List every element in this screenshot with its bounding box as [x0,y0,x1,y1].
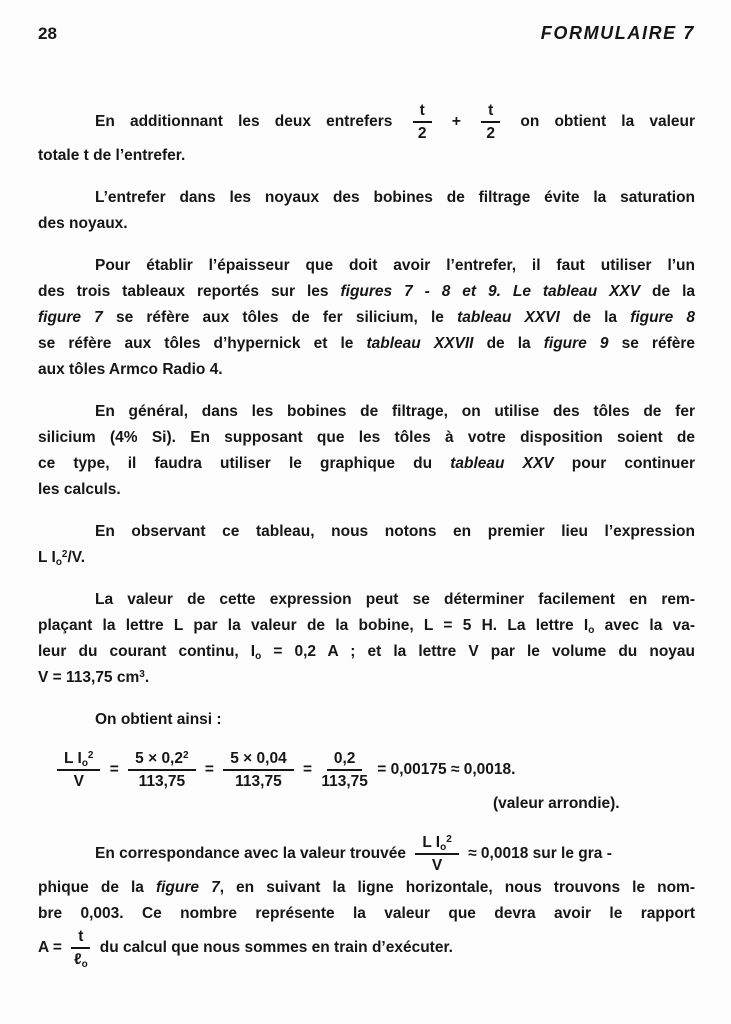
fraction [415,833,458,875]
text-run: Pour établir l’épaisseur que doit avoir l’entrefer, il faut utiliser l’un [95,257,695,274]
text-run: = [298,761,317,779]
text-run: = 0,00175 ≈ 0,0018. [372,761,516,779]
text-run: ℓ [74,951,82,968]
text-run: se réfère aux tôles d’hypernick et le [38,335,367,352]
text-run: + [436,113,477,131]
header-title: FORMULAIRE 7 [540,23,695,43]
paragraph [38,185,695,237]
fraction-denominator [139,771,186,791]
text-line [38,587,695,613]
text-line [38,833,695,875]
text-run: phique de la [38,879,156,896]
text-line [38,425,695,451]
subscript-text: o [588,625,595,636]
italic-text: tableau XXVI [457,309,560,326]
paragraph [38,253,695,383]
formula-note: (valeur arrondie). [493,795,620,812]
paragraph [38,519,695,571]
text-run: La valeur de cette expression peut se déterminer facilement en rem- [95,591,695,608]
subscript-text: o [81,758,88,769]
subscript-text: o [440,842,447,853]
text-run: En général, dans les bobines de filtrage, on utilise des tôles de fer [95,403,695,420]
page-number: 28 [38,24,57,43]
text-run: des noyaux. [38,215,128,232]
text-line [38,901,695,927]
fraction-denominator [486,123,495,143]
text-run: leur du courant continu, I [38,643,256,660]
text-run: /V. [67,549,86,566]
text-line [38,357,695,383]
text-run: bre 0,003. Ce nombre représente la valeur que devra avoir le rapport [38,905,695,922]
fraction-denominator [432,855,442,875]
page-content [38,101,695,969]
subscript-text: o [81,959,88,970]
text-line [38,613,695,639]
fraction-numerator [327,749,363,771]
fraction-numerator [413,101,432,123]
paragraph [38,399,695,503]
text-run: les calculs. [38,481,121,498]
text-run: = [200,761,219,779]
text-run: totale t de l’entrefer. [38,147,186,164]
fraction-denominator [74,771,84,791]
text-run: L I [38,549,56,566]
fraction [481,101,500,143]
paragraph [38,833,695,969]
text-run: t [419,102,425,119]
fraction [413,101,432,143]
text-run: de la [473,335,544,352]
fraction-numerator [128,749,195,771]
superscript-text: 3 [139,669,145,680]
text-run: de la [559,309,631,326]
fraction [57,749,100,791]
text-run: V [73,773,84,790]
text-line [38,477,695,503]
text-run: En correspondance avec la valeur trouvée [95,845,411,863]
text-run: On obtient ainsi : [95,711,222,728]
superscript-text: 2 [183,750,189,761]
text-line [38,639,695,665]
text-run: avec la va- [594,617,695,634]
fraction [321,749,368,791]
text-line [38,875,695,901]
fraction-numerator [223,749,293,771]
text-run: 0,2 [333,750,356,767]
text-run: L I [422,834,441,851]
subscript-text: o [255,651,262,662]
italic-text: figures 7 - 8 et 9. Le tableau XXV [340,283,641,300]
text-run: = [105,761,124,779]
paragraph [38,707,695,733]
text-run: pour continuer [553,455,695,472]
fraction-numerator [71,927,90,949]
text-line [38,545,695,571]
text-run: t [78,928,84,945]
formula-line [52,749,695,791]
text-line [38,927,695,969]
text-run: silicium (4% Si). En supposant que les tôles à votre disposition soient de [38,429,695,446]
text-run: 2 [417,125,427,142]
text-run: 113,75 [138,773,186,790]
text-line [38,279,695,305]
text-run: aux tôles Armco Radio 4. [38,361,223,378]
text-line [38,665,695,691]
text-run: plaçant la lettre L par la valeur de la bobine, L = 5 H. La lettre I [38,617,589,634]
text-run: V [431,857,443,874]
text-line [38,519,695,545]
superscript-text: 2 [87,750,94,761]
text-run: 5 × 0,04 [230,750,287,767]
text-run: 5 × 0,2 [135,750,183,767]
text-run: ce type, il faudra utiliser le graphique du [38,455,451,472]
text-run: L’entrefer dans les noyaux des bobines de filtrage évite la saturation [95,189,695,206]
text-run: V = 113,75 cm [38,669,140,686]
text-line [38,185,695,211]
text-run: 113,75 [235,773,282,790]
text-run: de la [640,283,695,300]
formula-block [38,749,695,817]
text-run: = 0,2 A ; et la lettre V par le volume du noyau [261,643,695,660]
text-line [38,101,695,143]
fraction-denominator [418,123,427,143]
text-run: En observant ce tableau, nous notons en premier lieu l’expression [95,523,695,540]
page-header [38,20,695,47]
text-run: . [144,669,150,686]
text-run: se réfère aux tôles de fer silicium, le [102,309,458,326]
superscript-text: 2 [61,549,68,560]
text-line [38,211,695,237]
italic-text: figure 7 [155,879,220,896]
italic-text: tableau XXV [450,455,554,472]
text-line [38,305,695,331]
text-line [38,707,695,733]
text-line [38,253,695,279]
text-run: 2 [486,125,495,142]
fraction [223,749,293,791]
fraction [128,749,195,791]
subscript-text: o [55,557,62,568]
text-line [38,143,695,169]
text-run: 113,75 [321,773,368,790]
fraction-numerator [481,101,500,123]
fraction-denominator [235,771,282,791]
text-run: L I [64,750,82,767]
fraction-numerator [415,833,458,855]
italic-text: figure 8 [630,309,695,326]
text-run: se réfère [608,335,696,352]
text-run: on obtient la valeur [505,113,695,131]
fraction-denominator [74,949,88,969]
italic-text: figure 7 [38,309,103,326]
text-run: En additionnant les deux entrefers [95,113,408,131]
paragraph [38,587,695,691]
italic-text: figure 9 [543,335,609,352]
fraction-denominator [321,771,368,791]
text-run: du calcul que nous sommes en train d’exécuter. [95,939,453,957]
text-run: des trois tableaux reportés sur les [38,283,341,300]
italic-text: tableau XXVII [366,335,474,352]
fraction [71,927,90,969]
text-run: t [488,102,494,119]
text-run: ≈ 0,0018 sur le gra - [463,845,612,863]
text-line [38,331,695,357]
superscript-text: 2 [446,834,452,845]
text-run: A = [38,939,67,957]
paragraph [38,101,695,169]
text-line [38,451,695,477]
text-line [38,399,695,425]
fraction-numerator [57,749,100,771]
text-run: , en suivant la ligne horizontale, nous trouvons le nom- [219,879,696,896]
